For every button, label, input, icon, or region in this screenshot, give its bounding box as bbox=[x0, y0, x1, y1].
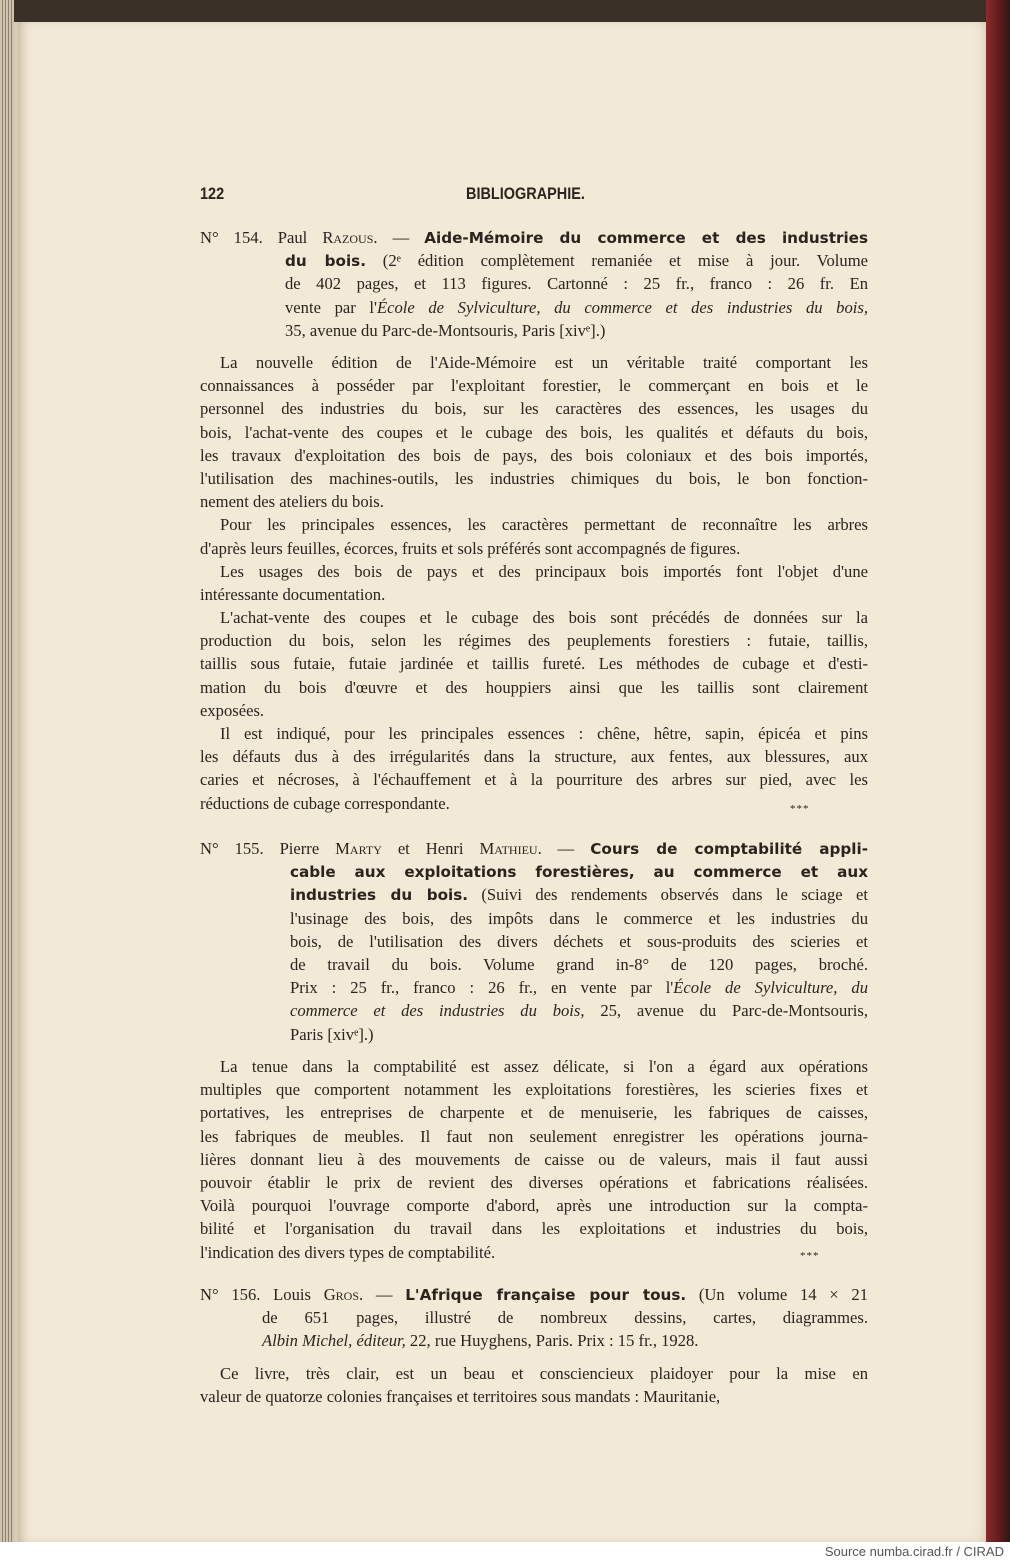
entry-text: (Suivi des rendements observés dans le sciage et bbox=[468, 885, 868, 905]
paragraph-line: lières donnant lieu à des mouvements de caisse ou de valeurs, mais il faut aussi bbox=[200, 1149, 868, 1169]
entry-line bbox=[200, 930, 868, 953]
entry-text: bois, de l'utilisation des divers déchets et sous-produits des scieries et bbox=[290, 931, 868, 951]
paragraph-line: l'indication des divers types de comptabilité. bbox=[200, 1242, 496, 1262]
review-154 bbox=[200, 351, 868, 815]
entry-line bbox=[200, 249, 868, 272]
entry-text: 25, avenue du Parc-de-Montsouris, bbox=[584, 1001, 868, 1021]
entry-line bbox=[200, 907, 868, 930]
entry-line bbox=[200, 272, 868, 295]
separator: *** bbox=[800, 1250, 820, 1262]
entry-text: l'usinage des bois, des impôts dans le commerce et les industries du bbox=[290, 908, 868, 928]
entry-156 bbox=[200, 1283, 868, 1353]
entry-title: Aide-Mémoire du commerce et des industries bbox=[424, 229, 869, 247]
paragraph-line: valeur de quatorze colonies françaises et territoires sous mandats : Mauritanie, bbox=[200, 1387, 721, 1407]
entry-text: 35, avenue du Parc-de-Montsouris, Paris [xivᵉ].) bbox=[285, 320, 606, 340]
entry-text: vente par l' bbox=[285, 297, 377, 317]
entry-text: Paris [xivᵉ].) bbox=[290, 1024, 374, 1044]
entry-title: L'Afrique française pour tous. bbox=[405, 1286, 687, 1304]
entry-title: industries du bois. bbox=[290, 886, 469, 905]
entry-line bbox=[200, 999, 868, 1022]
entry-text: de 651 pages, illustré de nombreux dessins, cartes, diagrammes. bbox=[262, 1308, 868, 1328]
paragraph-line: nement des ateliers du bois. bbox=[200, 492, 384, 512]
paragraph-line: mation du bois d'œuvre et des houppiers ainsi que les taillis sont clairement bbox=[200, 677, 868, 697]
running-title: BIBLIOGRAPHIE. bbox=[466, 184, 585, 203]
paragraph-line: Les usages des bois de pays et des principaux bois importés font l'objet d'une bbox=[220, 561, 868, 581]
entry-text: de 402 pages, et 113 figures. Cartonné : 25 fr., franco : 26 fr. En bbox=[285, 274, 868, 294]
entry-line bbox=[200, 1306, 868, 1329]
paragraph-line: taillis sous futaie, futaie jardinée et taillis fureté. Les méthodes de cubage et d'esti- bbox=[200, 654, 868, 674]
entry-text: et Henri bbox=[381, 839, 480, 858]
paragraph-line: Ce livre, très clair, est un beau et consciencieux plaidoyer pour la mise en bbox=[220, 1364, 868, 1383]
author-name: Marty bbox=[335, 839, 382, 858]
entry-text: (Un volume 14 × 21 bbox=[686, 1285, 868, 1304]
paragraph-line: La tenue dans la comptabilité est assez délicate, si l'on a égard aux opérations bbox=[220, 1057, 868, 1076]
entry-line bbox=[200, 953, 868, 976]
entry-line bbox=[200, 296, 868, 319]
author-name: Mathieu bbox=[479, 839, 538, 858]
paragraph-line: multiples que comportent notamment les exploitations forestières, les scieries fixes et bbox=[200, 1080, 868, 1100]
book-binding bbox=[986, 0, 1010, 1542]
entry-text: . — bbox=[537, 839, 591, 858]
paragraph-line: réductions de cubage correspondante. bbox=[200, 793, 450, 813]
entry-text: commerce et des industries du bois, bbox=[290, 1001, 585, 1021]
paragraph-line: personnel des industries du bois, sur les caractères des essences, les usages du bbox=[200, 399, 868, 419]
entry-title: Cours de comptabilité appli- bbox=[590, 840, 869, 858]
paragraph-line: pouvoir établir le prix de revient des diverses opérations et fabrications réalisées. bbox=[200, 1172, 868, 1192]
entry-title: cable aux exploitations forestières, au commerce et aux bbox=[290, 863, 868, 882]
paragraph-line: Voilà pourquoi l'ouvrage comporte d'abord, après une introduction sur la compta- bbox=[200, 1196, 868, 1216]
entry-line bbox=[200, 837, 868, 860]
paragraph-line: La nouvelle édition de l'Aide-Mémoire est un véritable traité comportant les bbox=[220, 353, 868, 372]
paragraph-line: Il est indiqué, pour les principales essences : chêne, hêtre, sapin, épicéa et pins bbox=[220, 724, 868, 743]
paragraph-line: d'après leurs feuilles, écorces, fruits et sols préférés sont accompagnés de figures. bbox=[200, 538, 741, 558]
paragraph-line: bilité et l'organisation du travail dans les exploitations et industries du bois, bbox=[200, 1219, 868, 1239]
paragraph-line: L'achat-vente des coupes et le cubage des bois sont précédés de données sur la bbox=[220, 608, 868, 628]
entry-line bbox=[200, 1329, 868, 1352]
entry-text: École de Sylviculture, du commerce et des industries du bois, bbox=[376, 297, 868, 317]
entry-154 bbox=[200, 226, 868, 342]
entry-text: . — bbox=[373, 228, 425, 247]
paragraph-line: exposées. bbox=[200, 700, 265, 720]
paragraph-line: les fabriques de meubles. Il faut non seulement enregistrer les opérations journa- bbox=[200, 1126, 868, 1146]
entry-text: (2ᵉ édition complètement remaniée et mise à jour. Volume bbox=[365, 251, 868, 271]
entry-text: Albin Michel, éditeur, bbox=[262, 1331, 406, 1351]
page-edges bbox=[0, 0, 14, 1542]
paragraph-line: caries et nécroses, à l'échauffement et à la pourriture des arbres sur pied, avec les bbox=[200, 770, 868, 790]
entry-line bbox=[200, 319, 868, 342]
entry-text: de travail du bois. Volume grand in-8° de 120 pages, broché. bbox=[290, 954, 868, 974]
entry-text: N° 154. Paul bbox=[200, 228, 323, 247]
entry-text: École de Sylviculture, du bbox=[673, 978, 868, 998]
review-156 bbox=[200, 1362, 868, 1408]
entry-line bbox=[200, 226, 868, 249]
entry-text: . — bbox=[359, 1285, 406, 1304]
paragraph-line: Pour les principales essences, les caractères permettant de reconnaître les arbres bbox=[220, 515, 868, 535]
source-credit: Source numba.cirad.fr / CIRAD bbox=[824, 1544, 1004, 1559]
author-name: Razous bbox=[322, 228, 374, 247]
paragraph-line: les travaux d'exploitation des bois de pays, des bois coloniaux et des bois importés, bbox=[200, 445, 868, 465]
entry-line bbox=[200, 883, 868, 906]
entry-155 bbox=[200, 837, 868, 1046]
paragraph-line: bois, l'achat-vente des coupes et le cubage des bois, les qualités et défauts du bois, bbox=[200, 422, 868, 442]
entry-text: N° 155. Pierre bbox=[200, 839, 336, 858]
entry-title: du bois. bbox=[285, 252, 366, 271]
entry-line bbox=[200, 1283, 868, 1306]
paragraph-line: l'utilisation des machines-outils, les industries chimiques du bois, le bon fonction- bbox=[200, 468, 868, 488]
paragraph-line: connaissances à posséder par l'exploitant forestier, le commerçant en bois et le bbox=[200, 376, 868, 396]
paragraph-line: portatives, les entreprises de charpente et de menuiserie, les fabriques de caisses, bbox=[200, 1103, 868, 1123]
entry-text: N° 156. Louis bbox=[200, 1285, 324, 1304]
review-155 bbox=[200, 1055, 868, 1264]
entry-text: Prix : 25 fr., franco : 26 fr., en vente par l' bbox=[290, 978, 674, 998]
separator: *** bbox=[790, 803, 810, 815]
entry-line bbox=[200, 860, 868, 883]
paragraph-line: les défauts dus à des irrégularités dans la structure, aux fentes, aux blessures, aux bbox=[200, 747, 868, 767]
entry-text: 22, rue Huyghens, Paris. Prix : 15 fr., 1928. bbox=[405, 1331, 699, 1351]
entry-line bbox=[200, 1023, 868, 1046]
author-name: Gros bbox=[323, 1285, 360, 1304]
page-number: 122 bbox=[200, 184, 225, 203]
paragraph-line: intéressante documentation. bbox=[200, 584, 386, 604]
entry-line bbox=[200, 976, 868, 999]
paragraph-line: production du bois, selon les régimes des peuplements forestiers : futaie, taillis, bbox=[200, 631, 868, 651]
